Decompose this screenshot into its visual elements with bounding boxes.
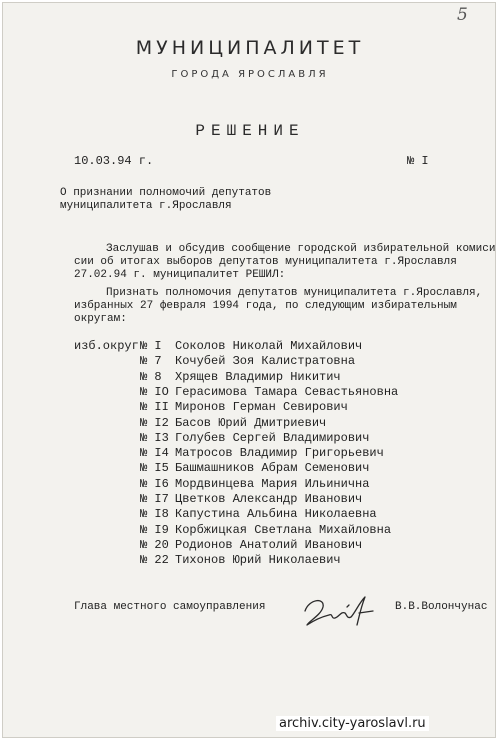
district-number: № 8 (140, 369, 162, 384)
deputy-name: Голубев Сергей Владимирович (175, 430, 370, 445)
signatory-position: Глава местного самоуправления (74, 601, 266, 613)
deputy-name: Тихонов Юрий Николаевич (175, 553, 341, 568)
district-number: № I7 (140, 492, 169, 506)
deputy-name: Корбжицкая Светлана Михайловна (175, 522, 392, 537)
document-type: РЕШЕНИЕ (195, 122, 305, 140)
deputy-name: Соколов Николай Михайлович (175, 339, 363, 353)
document-date: 10.03.94 г. (74, 154, 154, 168)
district-number: № I3 (140, 430, 169, 445)
district-number: № I (140, 339, 162, 353)
deputy-name: Матросов Владимир Григорьевич (175, 446, 384, 461)
district-prefix: изб.округ (74, 339, 139, 353)
district-number: № I8 (140, 507, 169, 522)
deputy-name: Родионов Анатолий Иванович (175, 537, 363, 552)
district-number: № I2 (140, 415, 169, 430)
district-number: № I4 (140, 446, 169, 461)
deputy-name: Басов Юрий Дмитриевич (175, 415, 327, 430)
body-p2-line-2: избранных 27 февраля 1994 года, по следующим избирательным (74, 300, 457, 312)
body-p1-line-2: сии об итогах выборов депутатов муниципалитета г.Ярославля (74, 256, 457, 268)
signatory-name: В.В.Волончунас (395, 601, 488, 613)
district-number: № I5 (140, 461, 169, 476)
document-number: № I (407, 154, 429, 168)
subject-line-2: муниципалитета г.Ярославля (60, 200, 232, 212)
issuer-subtitle: ГОРОДА ЯРОСЛАВЛЯ (171, 69, 329, 80)
district-number: № I6 (140, 476, 169, 491)
deputy-name: Кочубей Зоя Калистратовна (175, 354, 356, 369)
deputy-name: Мордвинцева Мария Ильинична (175, 476, 370, 491)
deputy-name: Герасимова Тамара Севастьяновна (175, 384, 399, 399)
deputy-name: Хрящев Владимир Никитич (175, 369, 341, 384)
body-p1-line-1: Заслушав и обсудив сообщение городской избирательной комиси (106, 243, 496, 255)
body-p2-line-3: округам: (74, 313, 127, 325)
issuer-title: МУНИЦИПАЛИТЕТ (135, 37, 365, 59)
district-number: № 20 (140, 537, 169, 552)
source-watermark: archiv.city-yaroslavl.ru (276, 716, 429, 731)
body-p1-line-3: 27.02.94 г. муниципалитет РЕШИЛ: (74, 269, 286, 281)
subject-line-1: О признании полномочий депутатов (60, 187, 272, 199)
handwritten-signature (299, 591, 381, 631)
district-number: № 7 (140, 354, 162, 369)
deputy-name: Башмашников Абрам Семенович (175, 461, 370, 476)
district-number: № II (140, 400, 169, 415)
body-p2-line-1: Признать полномочия депутатов муниципалитета г.Ярославля, (106, 287, 483, 299)
deputy-name: Миронов Герман Севирович (175, 400, 348, 415)
deputy-name: Капустина Альбина Николаевна (175, 507, 377, 522)
page-number: 5 (457, 5, 468, 25)
deputy-name: Цветков Александр Иванович (175, 492, 363, 506)
district-number: № 22 (140, 553, 169, 568)
document-page (2, 2, 496, 738)
district-number: № IO (140, 384, 169, 399)
district-number: № I9 (140, 522, 169, 537)
